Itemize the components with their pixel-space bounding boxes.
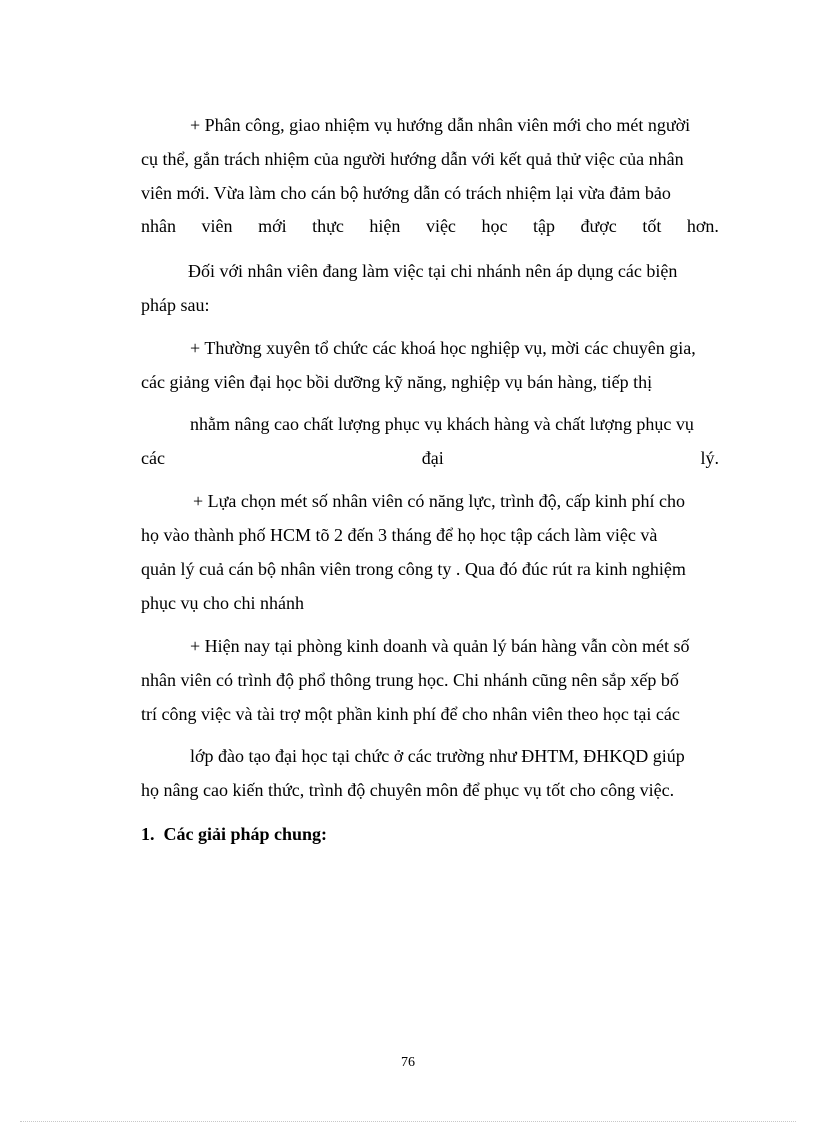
- word: tốt: [642, 216, 662, 236]
- word: nhân: [141, 216, 176, 236]
- paragraph-2-line-1: Đối với nhân viên đang làm việc tại chi nhánh nên áp dụng các biện: [188, 261, 678, 281]
- paragraph-4-line-3: quản lý cuả cán bộ nhân viên trong công ty . Qua đó đúc rút ra kinh nghiệm: [141, 559, 686, 579]
- paragraph-5-line-3: trí công việc và tài trợ một phần kinh phí để cho nhân viên theo học tại các: [141, 704, 680, 724]
- section-heading-number: 1.: [141, 824, 155, 844]
- paragraph-3-line-1: + Thường xuyên tổ chức các khoá học nghiệp vụ, mời các chuyên gia,: [190, 338, 696, 358]
- paragraph-1-line-3: viên mới. Vừa làm cho cán bộ hướng dẫn có trách nhiệm lại vừa đảm bảo: [141, 183, 671, 203]
- word: hơn.: [686, 216, 719, 236]
- word: được: [580, 216, 617, 236]
- paragraph-5-line-1: + Hiện nay tại phòng kinh doanh và quản lý bán hàng vẫn còn mét số: [190, 636, 690, 656]
- paragraph-3-line-4: [141, 447, 719, 469]
- section-heading-title: Các giải pháp chung:: [163, 824, 328, 844]
- paragraph-5-line-5: họ nâng cao kiến thức, trình độ chuyên môn để phục vụ tốt cho công việc.: [141, 780, 675, 800]
- word: thực: [312, 216, 344, 236]
- paragraph-5-line-4: lớp đào tạo đại học tại chức ở các trường như ĐHTM, ĐHKQD giúp: [190, 746, 685, 766]
- word: đại: [421, 448, 444, 468]
- word: tập: [532, 216, 555, 236]
- word: các: [141, 448, 165, 468]
- word: lý.: [700, 448, 719, 468]
- paragraph-4-line-2: họ vào thành phố HCM tõ 2 đến 3 tháng để họ học tập cách làm việc và: [141, 525, 658, 545]
- section-heading: [141, 823, 327, 845]
- footer-divider: [20, 1121, 796, 1122]
- paragraph-1-line-1: + Phân công, giao nhiệm vụ hướng dẫn nhân viên mới cho mét người: [190, 115, 691, 135]
- word: hiện: [369, 216, 401, 236]
- paragraph-5-line-2: nhân viên có trình độ phổ thông trung học. Chi nhánh cũng nên sắp xếp bố: [141, 670, 679, 690]
- word: viên: [201, 216, 233, 236]
- paragraph-3-line-2: các giảng viên đại học bồi dưỡng kỹ năng, nghiệp vụ bán hàng, tiếp thị: [141, 372, 653, 392]
- word: việc: [425, 216, 456, 236]
- page-number: 76: [401, 1055, 415, 1070]
- paragraph-1-line-4: [141, 215, 719, 237]
- paragraph-4-line-1: + Lựa chọn mét số nhân viên có năng lực, trình độ, cấp kinh phí cho: [193, 491, 686, 511]
- paragraph-1-line-2: cụ thể, gắn trách nhiệm của người hướng dẫn với kết quả thử việc của nhân: [141, 149, 684, 169]
- paragraph-3-line-3: nhằm nâng cao chất lượng phục vụ khách hàng và chất lượng phục vụ: [190, 414, 694, 434]
- word: mới: [258, 216, 287, 236]
- paragraph-2-line-2: pháp sau:: [141, 295, 210, 315]
- paragraph-4-line-4: phục vụ cho chi nhánh: [141, 593, 304, 613]
- word: học: [481, 216, 508, 236]
